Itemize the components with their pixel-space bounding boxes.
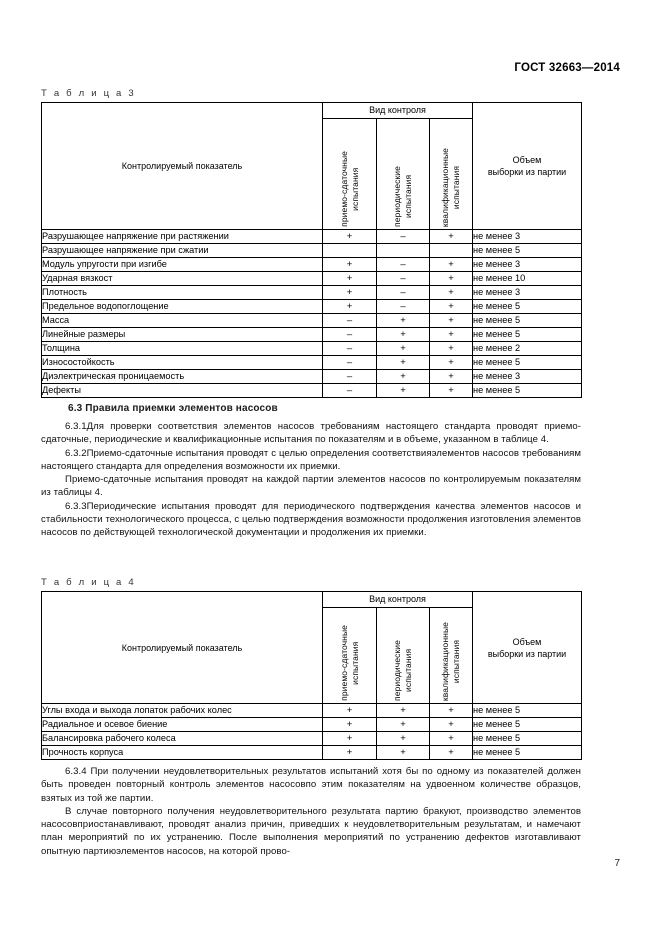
table3-cell-volume: не менее 3 bbox=[473, 258, 582, 272]
table4-header-qualification bbox=[430, 608, 473, 704]
table-row bbox=[42, 732, 582, 746]
table3-cell-periodic: + bbox=[377, 328, 430, 342]
table3-cell-periodic: – bbox=[377, 300, 430, 314]
table3-header-qualification-line1: квалификационные bbox=[440, 147, 450, 227]
table-row bbox=[42, 718, 582, 732]
table3-header-periodic-text bbox=[392, 166, 414, 227]
table4-header-periodic-line2: испытания bbox=[403, 648, 413, 693]
table4-cell-qualification: + bbox=[430, 746, 473, 760]
table4-header-acceptance-line2: испытания bbox=[349, 641, 360, 685]
table4-cell-qualification: + bbox=[430, 718, 473, 732]
table3-cell-qualification: + bbox=[430, 286, 473, 300]
table4-cell-volume: не менее 5 bbox=[473, 718, 582, 732]
table3-cell-qualification: + bbox=[430, 384, 473, 398]
table3-cell-volume: не менее 2 bbox=[473, 342, 582, 356]
table-row bbox=[42, 328, 582, 342]
table3-cell-acceptance: + bbox=[323, 258, 377, 272]
table3-cell-volume: не менее 5 bbox=[473, 300, 582, 314]
table4-cell-qualification: + bbox=[430, 704, 473, 718]
table3 bbox=[41, 102, 582, 398]
table3-cell-periodic: + bbox=[377, 370, 430, 384]
table3-cell-indicator: Износостойкость bbox=[42, 356, 323, 370]
table3-cell-volume: не менее 5 bbox=[473, 328, 582, 342]
table4-cell-acceptance: + bbox=[323, 704, 377, 718]
table3-cell-acceptance: – bbox=[323, 328, 377, 342]
table3-header-acceptance-text bbox=[339, 151, 361, 227]
table3-cell-qualification: + bbox=[430, 328, 473, 342]
table4-header-acceptance-line1: приемо-сдаточные bbox=[338, 625, 349, 701]
page-number: 7 bbox=[614, 858, 620, 869]
table4-head bbox=[42, 592, 582, 704]
table3-header-volume-line2: выборки из партии bbox=[487, 167, 567, 177]
table-row bbox=[42, 370, 582, 384]
table4-header-periodic-text bbox=[392, 640, 414, 701]
table3-cell-periodic bbox=[377, 244, 430, 258]
table3-cell-indicator: Модуль упругости при изгибе bbox=[42, 258, 323, 272]
table-row bbox=[42, 286, 582, 300]
table3-cell-volume: не менее 5 bbox=[473, 384, 582, 398]
table3-cell-volume: не менее 3 bbox=[473, 370, 582, 384]
table3-cell-indicator: Толщина bbox=[42, 342, 323, 356]
table-row bbox=[42, 384, 582, 398]
table3-cell-volume: не менее 10 bbox=[473, 272, 582, 286]
table3-cell-acceptance: + bbox=[323, 230, 377, 244]
table3-header-acceptance-line1: приемо-сдаточные bbox=[338, 151, 349, 227]
table3-header-indicator: Контролируемый показатель bbox=[42, 103, 323, 230]
table4-cell-periodic: + bbox=[377, 718, 430, 732]
table-row bbox=[42, 356, 582, 370]
table3-header-periodic-line2: испытания bbox=[403, 174, 413, 219]
table3-cell-periodic: – bbox=[377, 230, 430, 244]
table4-cell-qualification: + bbox=[430, 732, 473, 746]
table3-cell-volume: не менее 3 bbox=[473, 230, 582, 244]
table3-cell-indicator: Диэлектрическая проницаемость bbox=[42, 370, 323, 384]
table3-cell-periodic: + bbox=[377, 314, 430, 328]
table4-header-volume bbox=[473, 592, 582, 704]
table-row bbox=[42, 704, 582, 718]
table3-header-qualification bbox=[430, 119, 473, 230]
table4-header-qualification-line1: квалификационные bbox=[440, 621, 450, 701]
table3-cell-acceptance: + bbox=[323, 286, 377, 300]
table3-cell-volume: не менее 3 bbox=[473, 286, 582, 300]
table3-cell-indicator: Разрушающее напряжение при сжатии bbox=[42, 244, 323, 258]
table4-cell-indicator: Углы входа и выхода лопаток рабочих колес bbox=[42, 704, 323, 718]
paragraph-6-3-2b: Приемо-сдаточные испытания проводят на каждой партии элементов насосов по контролируемым показателям из таблицы 4. bbox=[41, 474, 581, 499]
table4-block bbox=[41, 577, 582, 760]
paragraph-6-3-1: 6.3.1Для проверки соответствия элементов насосов требованиям настоящего стандарта проводят приемо-сдаточные, периодические и квалификационные испытания по показателям и в объеме, указанном в таблице 4. bbox=[41, 421, 581, 446]
table3-cell-acceptance: – bbox=[323, 342, 377, 356]
table-row bbox=[42, 342, 582, 356]
table3-cell-indicator: Ударная вязкост bbox=[42, 272, 323, 286]
table4-cell-acceptance: + bbox=[323, 718, 377, 732]
standard-header: ГОСТ 32663—2014 bbox=[514, 62, 620, 74]
table3-header-row-1 bbox=[42, 103, 582, 119]
table4-header-qualification-text bbox=[440, 622, 462, 701]
table4-cell-indicator: Прочность корпуса bbox=[42, 746, 323, 760]
table4-header-acceptance bbox=[323, 608, 377, 704]
table3-cell-indicator: Масса bbox=[42, 314, 323, 328]
table4-header-volume-line1: Объем bbox=[512, 636, 542, 647]
table3-header-acceptance-line2: испытания bbox=[349, 167, 360, 211]
table-row bbox=[42, 230, 582, 244]
table4-header-volume-line2: выборки из партии bbox=[487, 648, 567, 659]
table3-header-volume bbox=[473, 103, 582, 230]
table4-cell-volume: не менее 5 bbox=[473, 732, 582, 746]
table4-body bbox=[42, 704, 582, 760]
table3-caption: Т а б л и ц а 3 bbox=[41, 88, 136, 99]
paragraph-6-3-4b: В случае повторного получения неудовлетворительного результата партию бракуют, производство элементов насосовприостанавливают, проводят анализ причин, приведших к неудовлетворительным результатам, и намечают план мероприятий по их устранению. После выполнения мероприятий по устранению дефектов изготавливают опытную партиюэлементов насосов, на которой прово- bbox=[41, 805, 581, 857]
table3-cell-periodic: – bbox=[377, 286, 430, 300]
table3-body bbox=[42, 230, 582, 398]
table-row bbox=[42, 244, 582, 258]
paragraph-6-3-2: 6.3.2Приемо-сдаточные испытания проводят с целью определения соответствияэлементов насосов требованиям настоящего стандарта для определения возможности их приемки. bbox=[41, 447, 581, 472]
table-row bbox=[42, 746, 582, 760]
paragraph-6-3-4: 6.3.4 При получении неудовлетворительных результатов испытаний хотя бы по одному из показателей должен быть проведен повторный контроль элементов насосовпо этим показателям на удвоенном количестве образцов, взятых из той же партии. bbox=[41, 766, 581, 804]
table3-head bbox=[42, 103, 582, 230]
table4-cell-volume: не менее 5 bbox=[473, 746, 582, 760]
table3-cell-acceptance: – bbox=[323, 314, 377, 328]
table3-cell-indicator: Плотность bbox=[42, 286, 323, 300]
table3-cell-volume: не менее 5 bbox=[473, 356, 582, 370]
table3-cell-qualification: + bbox=[430, 272, 473, 286]
table4-header-indicator: Контролируемый показатель bbox=[42, 592, 323, 704]
table3-cell-qualification: + bbox=[430, 300, 473, 314]
table3-cell-periodic: – bbox=[377, 272, 430, 286]
table3-cell-indicator: Линейные размеры bbox=[42, 328, 323, 342]
table-row bbox=[42, 272, 582, 286]
table4-header-control-group: Вид контроля bbox=[323, 592, 473, 608]
table3-cell-periodic: + bbox=[377, 384, 430, 398]
table4 bbox=[41, 591, 582, 760]
table4-header-periodic bbox=[377, 608, 430, 704]
table4-header-qualification-line2: испытания bbox=[451, 639, 461, 684]
table3-cell-acceptance: – bbox=[323, 370, 377, 384]
table3-header-qualification-text bbox=[440, 148, 462, 227]
table3-cell-acceptance bbox=[323, 244, 377, 258]
table3-cell-qualification: + bbox=[430, 356, 473, 370]
table3-cell-qualification: + bbox=[430, 258, 473, 272]
table4-cell-acceptance: + bbox=[323, 746, 377, 760]
table3-block bbox=[41, 88, 582, 398]
table4-header-row-1 bbox=[42, 592, 582, 608]
table3-cell-acceptance: – bbox=[323, 384, 377, 398]
table3-cell-periodic: + bbox=[377, 356, 430, 370]
table4-cell-indicator: Балансировка рабочего колеса bbox=[42, 732, 323, 746]
table3-cell-qualification bbox=[430, 244, 473, 258]
table4-cell-periodic: + bbox=[377, 746, 430, 760]
paragraph-6-3-3: 6.3.3Периодические испытания проводят для периодического подтверждения качества элементов насосов и стабильности технологического процесса, с целью подтверждения возможности продолжения изготовления элементов насосов по действующей технологической документации и продолжения их приемки. bbox=[41, 500, 581, 539]
table3-header-periodic-line1: периодические bbox=[392, 166, 402, 227]
table3-header-periodic bbox=[377, 119, 430, 230]
table4-header-acceptance-text bbox=[339, 625, 361, 701]
table4-cell-periodic: + bbox=[377, 732, 430, 746]
table3-cell-acceptance: – bbox=[323, 356, 377, 370]
table4-cell-indicator: Радиальное и осевое биение bbox=[42, 718, 323, 732]
table3-cell-qualification: + bbox=[430, 230, 473, 244]
table3-cell-periodic: – bbox=[377, 258, 430, 272]
table4-cell-volume: не менее 5 bbox=[473, 704, 582, 718]
table-row bbox=[42, 314, 582, 328]
table3-cell-qualification: + bbox=[430, 370, 473, 384]
table3-cell-acceptance: + bbox=[323, 300, 377, 314]
table4-cell-acceptance: + bbox=[323, 732, 377, 746]
table3-cell-qualification: + bbox=[430, 342, 473, 356]
table4-cell-periodic: + bbox=[377, 704, 430, 718]
section-heading-6-3: 6.3 Правила приемки элементов насосов bbox=[68, 403, 278, 414]
table3-cell-indicator: Дефекты bbox=[42, 384, 323, 398]
table3-cell-qualification: + bbox=[430, 314, 473, 328]
table4-header-periodic-line1: периодические bbox=[392, 640, 402, 701]
table4-caption: Т а б л и ц а 4 bbox=[41, 577, 136, 588]
table3-header-qualification-line2: испытания bbox=[451, 165, 461, 210]
table3-cell-volume: не менее 5 bbox=[473, 314, 582, 328]
table3-cell-indicator: Разрушающее напряжение при растяжении bbox=[42, 230, 323, 244]
table3-cell-periodic: + bbox=[377, 342, 430, 356]
table3-header-volume-line1: Объем bbox=[512, 155, 542, 165]
table-row bbox=[42, 300, 582, 314]
table3-cell-acceptance: + bbox=[323, 272, 377, 286]
table-row bbox=[42, 258, 582, 272]
table3-cell-volume: не менее 5 bbox=[473, 244, 582, 258]
table3-cell-indicator: Предельное водопоглощение bbox=[42, 300, 323, 314]
section-6-3-4-block bbox=[41, 765, 581, 858]
table3-header-control-group: Вид контроля bbox=[323, 103, 473, 119]
section-6-3-block bbox=[41, 403, 581, 540]
table3-header-acceptance bbox=[323, 119, 377, 230]
